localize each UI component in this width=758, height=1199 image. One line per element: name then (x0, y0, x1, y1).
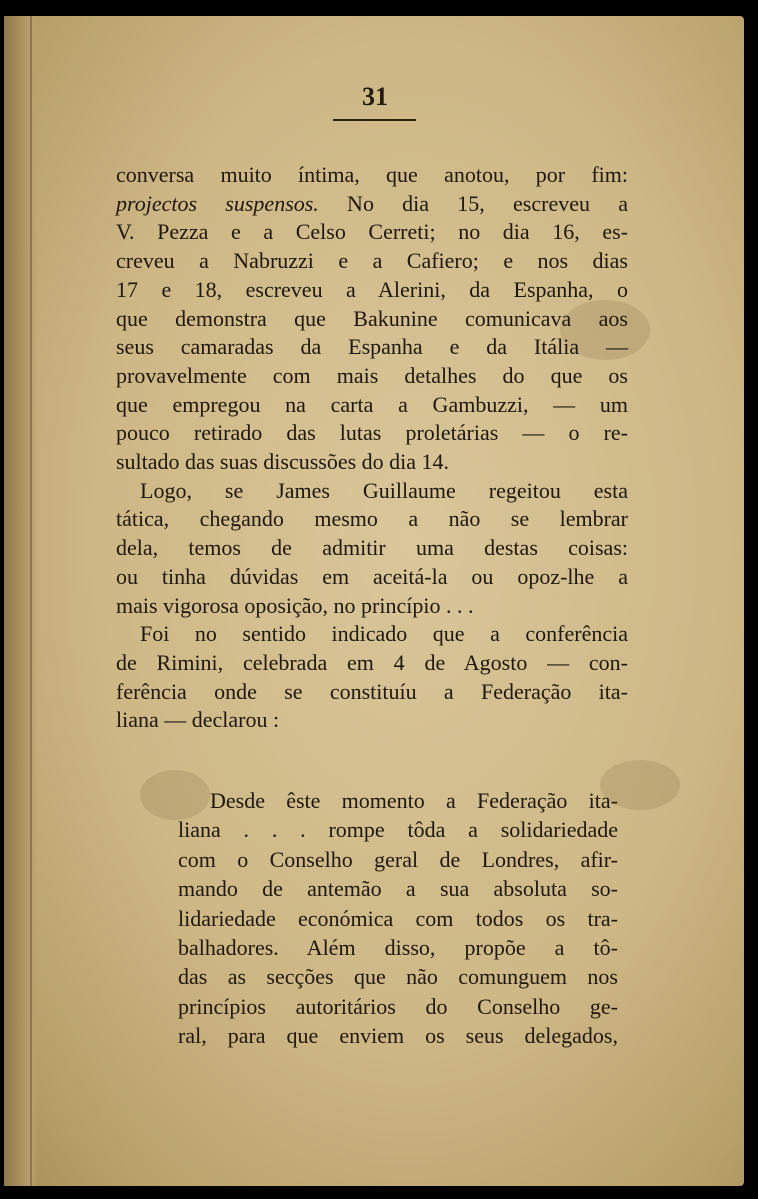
gutter-fold-line (30, 16, 32, 1186)
text-line: conversa muito íntima, que anotou, por fim: (116, 162, 628, 187)
quote-line: lidariedade económica com todos os tra- (178, 905, 618, 931)
quote-line: com o Conselho geral de Londres, afir- (178, 846, 618, 872)
text-line: que empregou na carta a Gambuzzi, — um (116, 391, 628, 417)
text-line: ferência onde se constituíu a Federação ita- (116, 678, 628, 704)
text-line: liana — declarou : (116, 707, 280, 733)
text-line: dela, temos de admitir uma destas coisas: (116, 535, 628, 561)
text-fragment: No dia 15, escreveu a (318, 190, 628, 216)
quote-line: liana . . . rompe tôda a solidariedade (178, 817, 618, 843)
text-line: Logo, se James Guillaume regeitou esta (140, 477, 628, 503)
italic-phrase: projectos suspensos. (116, 190, 319, 216)
text-line: sultado das suas discussões do dia 14. (116, 449, 450, 475)
text-line: V. Pezza e a Celso Cerreti; no dia 16, es- (116, 219, 628, 245)
paragraph-3 (116, 620, 628, 735)
quote-line: Desde êste momento a Federação ita- (210, 788, 618, 813)
text-line: tática, chegando mesmo a não se lembrar (116, 506, 628, 532)
text-line: de Rimini, celebrada em 4 de Agosto — con- (116, 649, 628, 675)
quote-line: ral, para que enviem os seus delegados, (178, 1023, 618, 1049)
text-line: 17 e 18, escreveu a Alerini, da Espanha, o (116, 276, 628, 302)
page-number: 31 (362, 82, 388, 111)
text-line: provavelmente com mais detalhes do que os (116, 362, 628, 388)
binding-gutter (4, 16, 38, 1186)
quote-line: balhadores. Além disso, propõe a tô- (178, 935, 618, 961)
header-rule (333, 119, 416, 121)
text-line: pouco retirado das lutas proletárias — o re- (116, 420, 628, 446)
paragraph-2 (116, 477, 628, 621)
quote-line: princípios autoritários do Conselho ge- (178, 993, 618, 1019)
text-line: mais vigorosa oposição, no princípio . . . (116, 592, 474, 618)
body-text (116, 161, 628, 735)
text-line (116, 190, 628, 219)
quote-line: mando de antemão a sua absoluta so- (178, 876, 618, 902)
text-line: ou tinha dúvidas em aceitá-la ou opoz-lhe a (116, 563, 628, 589)
text-line: Foi no sentido indicado que a conferência (140, 621, 628, 647)
text-line: seus camaradas da Espanha e da Itália — (116, 334, 628, 360)
text-line: que demonstra que Bakunine comunicava aos (116, 305, 628, 331)
text-line: creveu a Nabruzzi e a Cafiero; e nos dias (116, 248, 628, 274)
quote-line: das as secções que não comunguem nos (178, 964, 618, 990)
paragraph-1 (116, 161, 628, 477)
block-quote (178, 786, 618, 1051)
